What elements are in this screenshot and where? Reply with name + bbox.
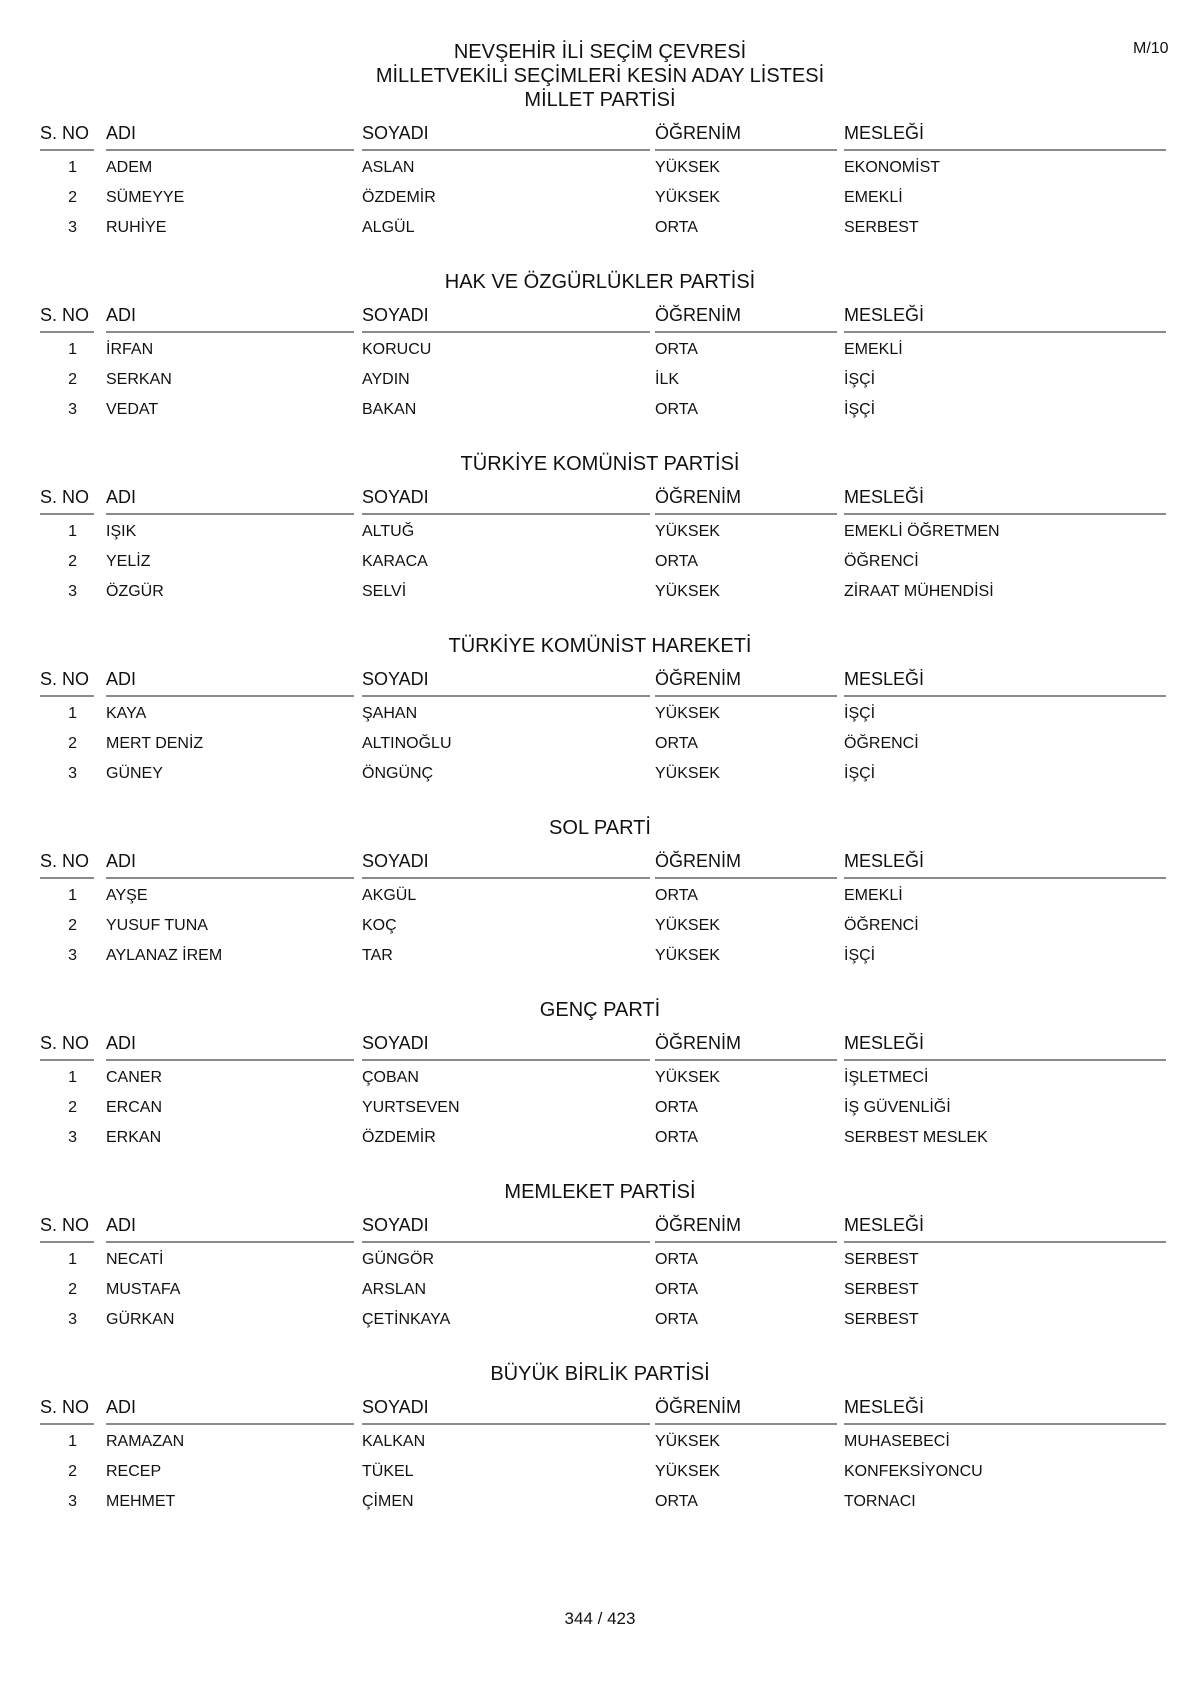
candidate-education: ORTA [655, 1129, 698, 1146]
candidate-sno: 2 [68, 1099, 77, 1116]
candidate-education: ORTA [655, 887, 698, 904]
column-header-education: ÖĞRENİM [655, 1396, 837, 1425]
column-header-sno: S. NO [40, 1396, 94, 1425]
column-header-surname: SOYADI [362, 122, 650, 151]
candidate-surname: ARSLAN [362, 1281, 427, 1298]
column-header-name: ADI [106, 850, 354, 879]
column-header-occupation: MESLEĞİ [844, 850, 1166, 879]
candidate-occupation: SERBEST [844, 1281, 919, 1298]
column-header-sno: S. NO [40, 1032, 94, 1061]
candidate-name: ADEM [106, 159, 153, 176]
candidate-name: YUSUF TUNA [106, 917, 208, 934]
candidate-name: AYLANAZ İREM [106, 947, 223, 964]
column-header-name: ADI [106, 1396, 354, 1425]
candidate-education: ORTA [655, 1311, 698, 1328]
column-header-sno: S. NO [40, 122, 94, 151]
candidate-occupation: İŞÇİ [844, 371, 876, 388]
candidate-name: VEDAT [106, 401, 159, 418]
candidate-occupation: ÖĞRENCİ [844, 735, 919, 752]
candidate-sno: 1 [68, 1069, 77, 1086]
candidate-name: NECATİ [106, 1251, 164, 1268]
candidate-sno: 3 [68, 947, 77, 964]
column-header-surname: SOYADI [362, 1214, 650, 1243]
candidate-surname: AYDIN [362, 371, 410, 388]
candidate-surname: ASLAN [362, 159, 415, 176]
candidate-sno: 1 [68, 1433, 77, 1450]
candidate-name: KAYA [106, 705, 147, 722]
column-header-name: ADI [106, 1032, 354, 1061]
column-header-name: ADI [106, 304, 354, 333]
candidate-sno: 1 [68, 887, 77, 904]
candidate-education: ORTA [655, 341, 698, 358]
column-header-surname: SOYADI [362, 1032, 650, 1061]
candidate-surname: ŞAHAN [362, 705, 418, 722]
candidate-surname: SELVİ [362, 583, 407, 600]
candidate-occupation: İŞÇİ [844, 947, 876, 964]
page-number: 344 / 423 [564, 1609, 636, 1628]
candidate-name: AYŞE [106, 887, 148, 904]
column-header-sno: S. NO [40, 486, 94, 515]
candidate-sno: 2 [68, 735, 77, 752]
candidate-education: YÜKSEK [655, 1463, 720, 1480]
column-header-name: ADI [106, 486, 354, 515]
candidate-name: CANER [106, 1069, 163, 1086]
column-header-occupation: MESLEĞİ [844, 304, 1166, 333]
candidate-name: İRFAN [106, 341, 154, 358]
candidate-sno: 2 [68, 553, 77, 570]
candidate-name: ÖZGÜR [106, 583, 164, 600]
column-header-occupation: MESLEĞİ [844, 1396, 1166, 1425]
column-header-name: ADI [106, 668, 354, 697]
candidate-surname: KORUCU [362, 341, 432, 358]
candidate-surname: KALKAN [362, 1433, 426, 1450]
candidate-surname: TÜKEL [362, 1463, 414, 1480]
document-header [0, 40, 1200, 88]
candidate-name: SÜMEYYE [106, 189, 185, 206]
column-header-sno: S. NO [40, 668, 94, 697]
candidate-education: ORTA [655, 1099, 698, 1116]
candidate-sno: 1 [68, 341, 77, 358]
candidate-education: YÜKSEK [655, 583, 720, 600]
candidate-occupation: İŞÇİ [844, 705, 876, 722]
candidate-surname: ÇETİNKAYA [362, 1311, 451, 1328]
column-header-education: ÖĞRENİM [655, 122, 837, 151]
candidate-occupation: SERBEST MESLEK [844, 1129, 988, 1146]
page-code: M/10 [1133, 40, 1169, 57]
candidate-name: MUSTAFA [106, 1281, 181, 1298]
candidate-occupation: EMEKLİ [844, 887, 903, 904]
candidate-education: YÜKSEK [655, 765, 720, 782]
candidate-sno: 2 [68, 371, 77, 388]
column-header-surname: SOYADI [362, 668, 650, 697]
candidate-occupation: ÖĞRENCİ [844, 917, 919, 934]
candidate-education: İLK [655, 371, 680, 388]
candidate-surname: ÇİMEN [362, 1493, 414, 1510]
column-header-education: ÖĞRENİM [655, 1032, 837, 1061]
party-title: BÜYÜK BİRLİK PARTİSİ [490, 1363, 710, 1385]
column-header-name: ADI [106, 1214, 354, 1243]
column-header-surname: SOYADI [362, 304, 650, 333]
candidate-occupation: İŞ GÜVENLİĞİ [844, 1099, 951, 1116]
party-title: SOL PARTİ [549, 817, 651, 839]
candidate-surname: ÖNGÜNÇ [362, 765, 434, 782]
column-header-occupation: MESLEĞİ [844, 486, 1166, 515]
candidate-surname: TAR [362, 947, 393, 964]
column-header-name: ADI [106, 122, 354, 151]
column-header-education: ÖĞRENİM [655, 850, 837, 879]
candidate-occupation: KONFEKSİYONCU [844, 1463, 983, 1480]
candidate-name: YELİZ [106, 553, 151, 570]
candidate-sno: 3 [68, 1493, 77, 1510]
column-header-education: ÖĞRENİM [655, 1214, 837, 1243]
candidate-occupation: İŞÇİ [844, 765, 876, 782]
candidate-education: ORTA [655, 735, 698, 752]
candidate-name: ERCAN [106, 1099, 163, 1116]
candidate-occupation: SERBEST [844, 219, 919, 236]
party-title: MİLLET PARTİSİ [524, 89, 676, 111]
party-title: MEMLEKET PARTİSİ [504, 1181, 696, 1203]
candidate-education: YÜKSEK [655, 917, 720, 934]
candidate-surname: ALGÜL [362, 219, 415, 236]
candidate-surname: KARACA [362, 553, 428, 570]
column-header-surname: SOYADI [362, 486, 650, 515]
column-header-sno: S. NO [40, 304, 94, 333]
candidate-surname: GÜNGÖR [362, 1251, 434, 1268]
candidate-name: MERT DENİZ [106, 735, 204, 752]
candidate-sno: 1 [68, 705, 77, 722]
candidate-education: ORTA [655, 1251, 698, 1268]
candidate-surname: KOÇ [362, 917, 397, 934]
column-header-occupation: MESLEĞİ [844, 1214, 1166, 1243]
candidate-name: IŞIK [106, 523, 137, 540]
candidate-education: YÜKSEK [655, 1069, 720, 1086]
candidate-surname: BAKAN [362, 401, 417, 418]
candidate-name: MEHMET [106, 1493, 176, 1510]
candidate-sno: 1 [68, 523, 77, 540]
candidate-name: GÜRKAN [106, 1311, 175, 1328]
party-title: HAK VE ÖZGÜRLÜKLER PARTİSİ [444, 271, 756, 293]
candidate-occupation: TORNACI [844, 1493, 916, 1510]
header-line-list-title: MİLLETVEKİLİ SEÇİMLERİ KESİN ADAY LİSTESİ [375, 65, 825, 87]
column-header-occupation: MESLEĞİ [844, 668, 1166, 697]
party-title: GENÇ PARTİ [539, 999, 661, 1021]
candidate-occupation: EMEKLİ [844, 189, 903, 206]
candidate-name: GÜNEY [106, 765, 163, 782]
candidate-occupation: EMEKLİ ÖĞRETMEN [844, 523, 1000, 540]
candidate-occupation: İŞÇİ [844, 401, 876, 418]
column-header-education: ÖĞRENİM [655, 668, 837, 697]
candidate-occupation: MUHASEBECİ [844, 1433, 950, 1450]
candidate-occupation: İŞLETMECİ [844, 1069, 929, 1086]
candidate-education: YÜKSEK [655, 189, 720, 206]
candidate-name: ERKAN [106, 1129, 162, 1146]
candidate-education: YÜKSEK [655, 947, 720, 964]
candidate-occupation: SERBEST [844, 1311, 919, 1328]
candidate-education: ORTA [655, 553, 698, 570]
column-header-education: ÖĞRENİM [655, 304, 837, 333]
candidate-education: YÜKSEK [655, 1433, 720, 1450]
candidate-occupation: SERBEST [844, 1251, 919, 1268]
candidate-education: ORTA [655, 1493, 698, 1510]
candidate-sno: 3 [68, 1311, 77, 1328]
column-header-occupation: MESLEĞİ [844, 122, 1166, 151]
candidate-occupation: ZİRAAT MÜHENDİSİ [844, 583, 994, 600]
column-header-surname: SOYADI [362, 850, 650, 879]
candidate-sno: 2 [68, 1281, 77, 1298]
candidate-sno: 2 [68, 189, 77, 206]
candidate-occupation: EKONOMİST [844, 159, 941, 176]
candidate-sno: 3 [68, 765, 77, 782]
candidate-sno: 3 [68, 583, 77, 600]
candidate-surname: AKGÜL [362, 887, 417, 904]
column-header-sno: S. NO [40, 850, 94, 879]
candidate-name: RUHİYE [106, 219, 167, 236]
header-line-constituency: NEVŞEHİR İLİ SEÇİM ÇEVRESİ [453, 41, 747, 63]
candidate-education: ORTA [655, 219, 698, 236]
candidate-education: ORTA [655, 1281, 698, 1298]
candidate-sno: 3 [68, 401, 77, 418]
candidate-sno: 2 [68, 917, 77, 934]
candidate-sno: 3 [68, 219, 77, 236]
party-title: TÜRKİYE KOMÜNİST HAREKETİ [448, 635, 752, 657]
candidate-name: RECEP [106, 1463, 162, 1480]
column-header-occupation: MESLEĞİ [844, 1032, 1166, 1061]
candidate-sno: 1 [68, 1251, 77, 1268]
candidate-education: YÜKSEK [655, 523, 720, 540]
candidate-education: YÜKSEK [655, 159, 720, 176]
candidate-name: RAMAZAN [106, 1433, 185, 1450]
candidate-sno: 2 [68, 1463, 77, 1480]
candidate-occupation: EMEKLİ [844, 341, 903, 358]
candidate-sno: 1 [68, 159, 77, 176]
candidate-surname: ÖZDEMİR [362, 189, 436, 206]
candidate-education: YÜKSEK [655, 705, 720, 722]
candidate-occupation: ÖĞRENCİ [844, 553, 919, 570]
candidate-name: SERKAN [106, 371, 172, 388]
party-title: TÜRKİYE KOMÜNİST PARTİSİ [460, 453, 740, 475]
candidate-surname: ALTINOĞLU [362, 735, 452, 752]
column-header-education: ÖĞRENİM [655, 486, 837, 515]
candidate-surname: ALTUĞ [362, 523, 415, 540]
column-header-sno: S. NO [40, 1214, 94, 1243]
candidate-surname: ÖZDEMİR [362, 1129, 436, 1146]
candidate-education: ORTA [655, 401, 698, 418]
column-header-surname: SOYADI [362, 1396, 650, 1425]
candidate-sno: 3 [68, 1129, 77, 1146]
candidate-surname: YURTSEVEN [362, 1099, 460, 1116]
candidate-surname: ÇOBAN [362, 1069, 419, 1086]
